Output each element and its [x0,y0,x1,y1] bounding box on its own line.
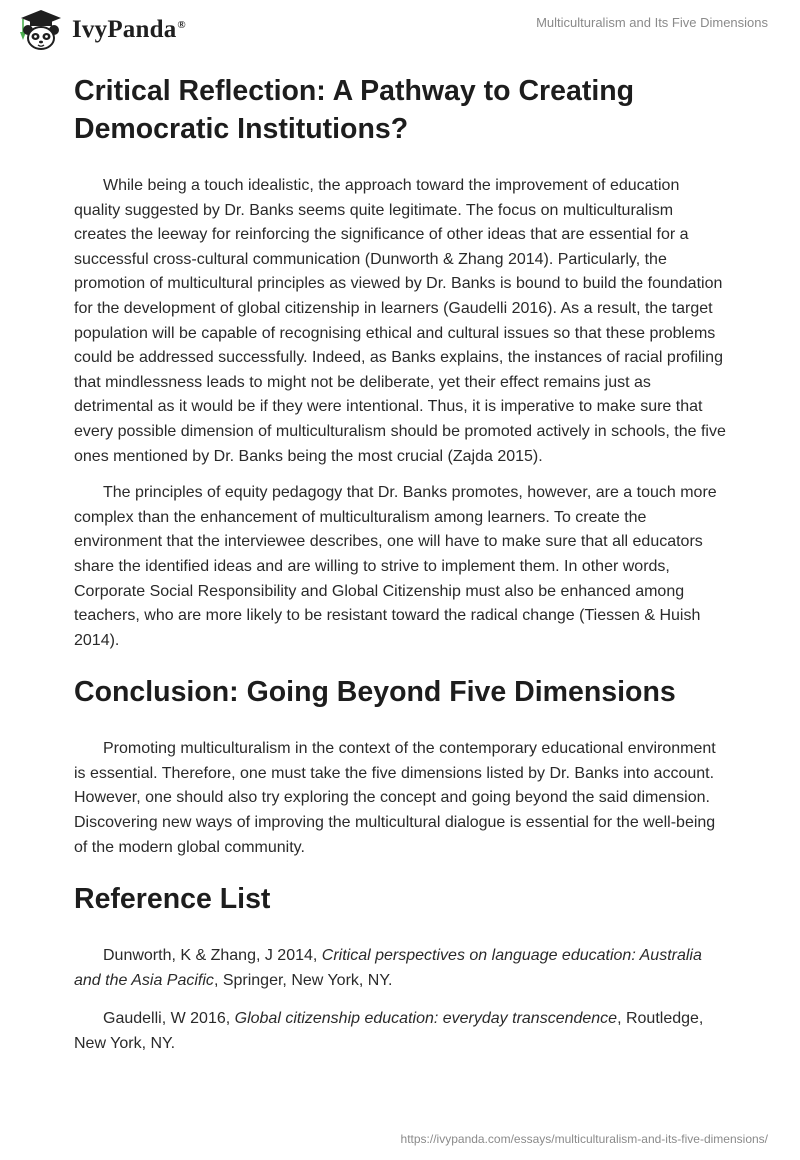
page-header [0,0,800,64]
reference-title: Critical perspectives on language education: Australia and the Asia Pacific [74,947,702,989]
paragraph: The principles of equity pedagogy that Dr. Banks promotes, however, are a touch more complex than the enhancement of multiculturalism among learners. To create the environment that the interviewee describes, one will have to make sure that all educators share the identified ideas and are willing to strive to implement them. In other words, Corporate Social Responsibility and Global Citizenship must also be enhanced among teachers, who are more likely to be resistant toward the radical change (Tiessen & Huish 2014). [74,484,717,649]
source-url[interactable]: https://ivypanda.com/essays/multiculturalism-and-its-five-dimensions/ [400,1132,768,1146]
brand-logo[interactable] [16,8,186,52]
section-heading-reference-list: Reference List [74,883,271,916]
section-heading-critical-reflection: Critical Reflection: A Pathway to Creating Democratic Institutions? [74,75,635,145]
paragraph: Promoting multiculturalism in the context of the contemporary educational environment is essential. Therefore, one must take the five dimensions listed by Dr. Banks into account. However, one should also try exploring the concept and going beyond the said dimension. Discovering new ways of improving the multicultural dialogue is essential for the well-being of the modern global community. [74,740,716,856]
panda-graduate-icon [16,8,66,52]
reference-item: Dunworth, K & Zhang, J 2014, Critical perspectives on language education: Australia and the Asia Pacific, Springer, New York, NY. [74,947,702,989]
reference-title: Global citizenship education: everyday transcendence [234,1010,618,1028]
document-title: Multiculturalism and Its Five Dimensions [536,15,768,30]
reference-item: Gaudelli, W 2016, Global citizenship education: everyday transcendence, Routledge, New York, NY. [74,1010,704,1053]
essay-content [74,70,726,1071]
section-heading-conclusion: Conclusion: Going Beyond Five Dimensions [74,676,676,709]
paragraph: While being a touch idealistic, the approach toward the improvement of education quality suggested by Dr. Banks seems quite legitimate. The focus on multiculturalism creates the leeway for reinforcing the significance of other ideas that are essential for a successful cross-cultural communication (Dunworth & Zhang 2014). Particularly, the promotion of multicultural principles as viewed by Dr. Banks is bound to build the foundation for the development of global citizenship in learners (Gaudelli 2016). As a result, the target population will be capable of recognising ethical and cultural issues so that these problems could be addressed successfully. Indeed, as Banks explains, the instances of racial profiling that mindlessness leads to might not be deliberate, yet their effect remains just as detrimental as it would be if they were intentional. Thus, it is imperative to make sure that every possible dimension of multiculturalism should be promoted actively in schools, the five ones mentioned by Dr. Banks being the most crucial (Zajda 2015). [74,177,726,465]
brand-name: IvyPanda® [72,16,186,43]
